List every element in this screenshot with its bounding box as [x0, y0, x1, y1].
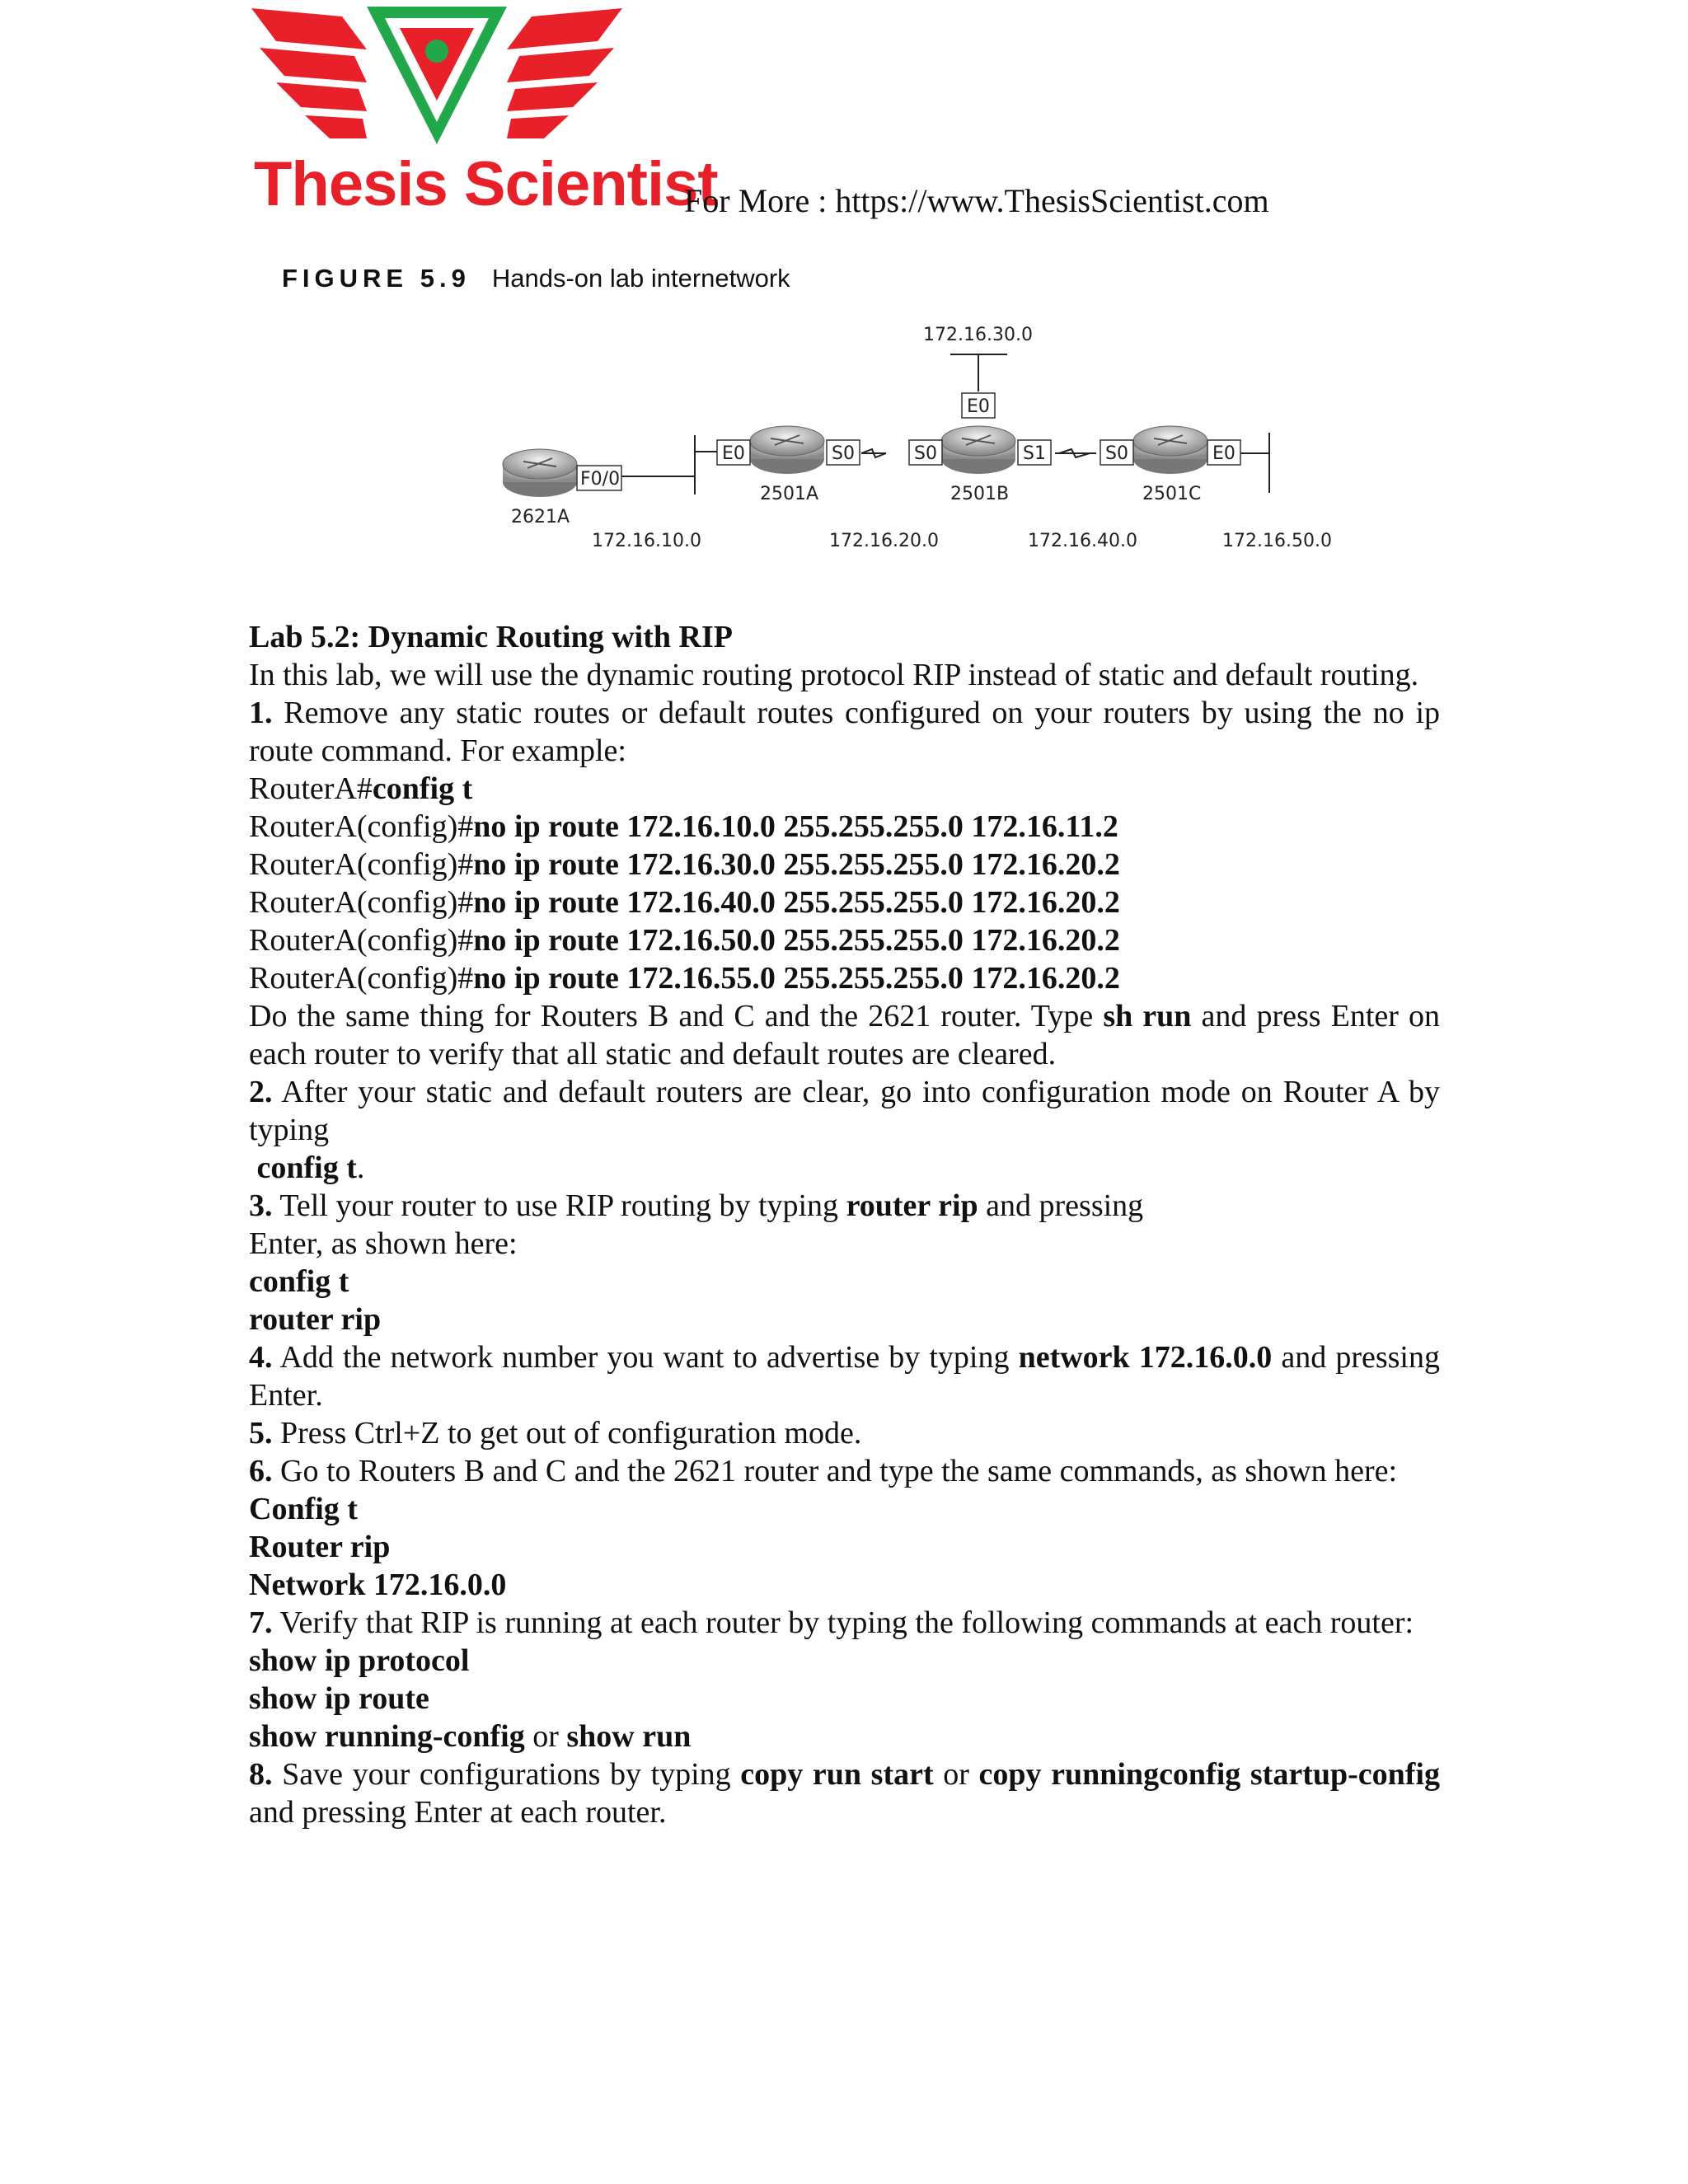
- step-2: 2. After your static and default routers are clear, go into configuration mode on Router A by typing: [249, 1075, 1440, 1147]
- router-2621a: [503, 449, 577, 497]
- figure-caption: [282, 264, 790, 293]
- network-label-20: 172.16.20.0: [829, 531, 939, 551]
- if-2501b-s0: S0: [914, 443, 937, 464]
- step-7-cmd: show ip protocol: [249, 1643, 470, 1678]
- network-diagram: [0, 305, 1688, 560]
- for-more-link[interactable]: For More : https://www.ThesisScientist.com: [684, 182, 1269, 219]
- step-3-cmd: router rip: [249, 1302, 382, 1337]
- step-1-cmd: RouterA(config)#no ip route 172.16.50.0 255.255.255.0 172.16.20.2: [249, 923, 1120, 958]
- if-2501c-e0: E0: [1212, 443, 1236, 464]
- if-2501b-s1: S1: [1023, 443, 1046, 464]
- step-1-cmd: RouterA(config)#no ip route 172.16.10.0 255.255.255.0 172.16.11.2: [249, 809, 1118, 844]
- step-3: 3. Tell your router to use RIP routing by typing router rip and pressing: [249, 1188, 1144, 1223]
- step-8: 8. Save your configurations by typing copy run start or copy runningconfig startup-config and pressing Enter at each router.: [249, 1757, 1440, 1830]
- router-label-2501a: 2501A: [760, 484, 819, 504]
- step-1-cmd: RouterA(config)#no ip route 172.16.40.0 255.255.255.0 172.16.20.2: [249, 885, 1120, 920]
- if-2621a-f00: F0/0: [580, 469, 621, 490]
- if-2501a-e0: E0: [722, 443, 745, 464]
- step-6-cmd: Network 172.16.0.0: [249, 1568, 507, 1602]
- if-2501b-e0: E0: [967, 396, 990, 417]
- step-2-cmd: config t.: [256, 1151, 365, 1185]
- figure-title: Hands-on lab internetwork: [491, 264, 790, 293]
- network-label-30: 172.16.30.0: [923, 325, 1033, 345]
- network-label-50: 172.16.50.0: [1222, 531, 1332, 551]
- lab-intro: In this lab, we will use the dynamic routing protocol RIP instead of static and default routing.: [249, 658, 1419, 692]
- router-2501c: [1133, 426, 1207, 474]
- router-2501a: [750, 426, 824, 474]
- router-label-2501c: 2501C: [1142, 484, 1202, 504]
- network-label-10: 172.16.10.0: [592, 531, 701, 551]
- step-1-cmd: RouterA#config t: [249, 771, 473, 806]
- logo-text: Thesis Scientist: [254, 149, 718, 219]
- step-1: 1. Remove any static routes or default routes configured on your routers by using the no ip route command. For example:: [249, 696, 1440, 768]
- router-2501b: [941, 426, 1015, 474]
- if-2501c-s0: S0: [1105, 443, 1128, 464]
- if-2501a-s0: S0: [832, 443, 855, 464]
- step-6-cmd: Config t: [249, 1492, 358, 1526]
- router-label-2621a: 2621A: [511, 507, 570, 527]
- lab-body: [249, 618, 1440, 1831]
- lab-title: Lab 5.2: Dynamic Routing with RIP: [249, 620, 733, 654]
- network-label-40: 172.16.40.0: [1028, 531, 1137, 551]
- step-3-cont: Enter, as shown here:: [249, 1226, 518, 1261]
- step-1-cmd: RouterA(config)#no ip route 172.16.30.0 255.255.255.0 172.16.20.2: [249, 847, 1120, 882]
- step-6-cmd: Router rip: [249, 1530, 391, 1564]
- step-7-cmd: show ip route: [249, 1681, 429, 1716]
- figure-number: FIGURE 5.9: [282, 264, 471, 293]
- step-6: 6. Go to Routers B and C and the 2621 router and type the same commands, as shown here:: [249, 1454, 1398, 1488]
- step-3-cmd: config t: [249, 1264, 349, 1299]
- step-7-cmd: show running-config or show run: [249, 1719, 692, 1754]
- step-1-cmd: RouterA(config)#no ip route 172.16.55.0 255.255.255.0 172.16.20.2: [249, 961, 1120, 996]
- step-5: 5. Press Ctrl+Z to get out of configuration mode.: [249, 1416, 862, 1451]
- step-7: 7. Verify that RIP is running at each router by typing the following commands at each router:: [249, 1605, 1414, 1640]
- router-label-2501b: 2501B: [950, 484, 1010, 504]
- step-1-followup: Do the same thing for Routers B and C and the 2621 router. Type sh run and press Enter on each router to verify that all static and default routes are cleared.: [249, 999, 1440, 1071]
- step-4: 4. Add the network number you want to advertise by typing network 172.16.0.0 and pressing Enter.: [249, 1340, 1440, 1413]
